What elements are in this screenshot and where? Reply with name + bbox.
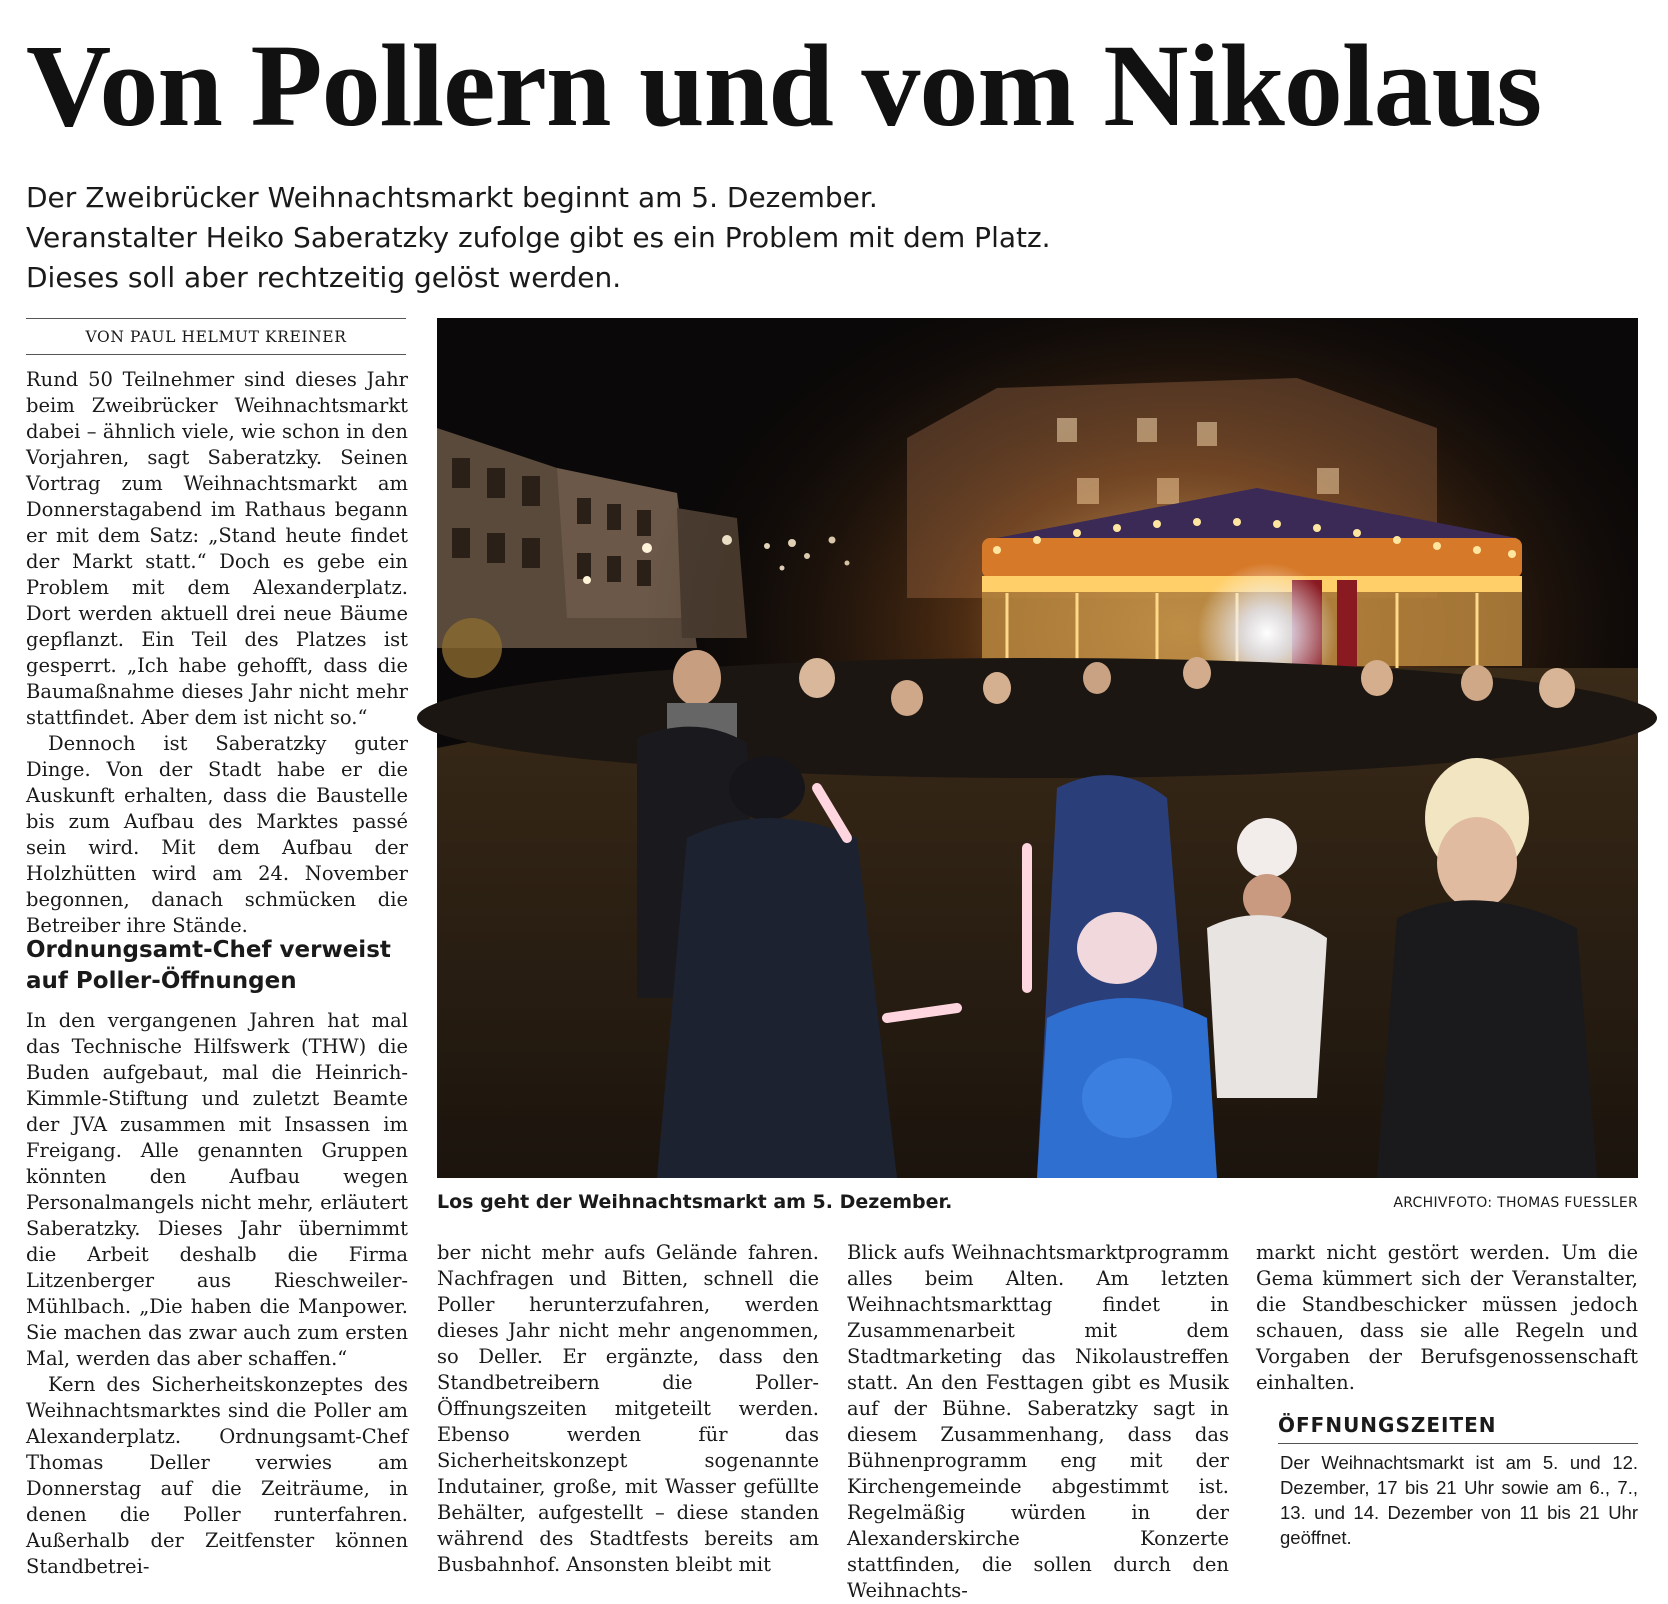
paragraph: Blick aufs Weihnachtsmarktprogramm alles beim Alten. Am letzten Weihnachtsmarkttag findet in Zusammenarbeit mit dem Stadtmarketing das Nikolaustreffen statt. An den Festtagen gibt es Musik auf der Bühne. Saberatzky sagt in diesem Zusammenhang, dass das Bühnenprogramm eng mit der Kirchengemeinde abgestimmt ist. Regelmäßig würden in der Alexanderskirche Konzerte stattfinden, die sollen durch den Weihnachts- [847, 1241, 1229, 1602]
infobox-text: Der Weihnachtsmarkt ist am 5. und 12. Dezember, 17 bis 21 Uhr sowie am 6., 7., 13. und 14. Dezember von 11 bis 21 Uhr geöffnet. [1280, 1452, 1638, 1548]
paragraph: markt nicht gestört werden. Um die Gema kümmert sich der Veranstalter, die Standbeschicker müssen jedoch schauen, dass sie alle Regeln und Vorgaben der Berufsgenossenschaft einhalten. [1256, 1241, 1638, 1394]
section-subheading: Ordnungsamt-Chef verweist auf Poller-Öffnungen [26, 937, 391, 994]
paragraph: Rund 50 Teilnehmer sind dieses Jahr beim Zweibrücker Weihnachtsmarkt dabei – ähnlich viele, wie schon in den Vorjahren, sagt Saberatzky. Seinen Vortrag zum Weihnachtsmarkt am Donnerstagabend im Rathaus begann er mit dem Satz: „Stand heute findet der Markt statt.“ Doch es gebe ein Problem mit dem Alexanderplatz. Dort werden aktuell drei neue Bäume gepflanzt. Ein Teil des Platzes ist gesperrt. „Ich habe gehofft, dass die Baumaßnahme dieses Jahr nicht mehr stattfindet. Aber dem ist nicht so.“ [26, 368, 408, 729]
headline: Von Pollern und vom Nikolaus [26, 20, 1542, 151]
paragraph: Kern des Sicherheitskonzeptes des Weihnachtsmarktes sind die Poller am Alexanderplatz. Ordnungsamt-Chef Thomas Deller verwies am Donnerstag auf die Zeiträume, in denen die Poller runterfahren. Außerhalb der Zeitfenster können Standbetrei- [26, 1373, 408, 1578]
byline: VON PAUL HELMUT KREINER [26, 318, 406, 355]
photo-caption-row [437, 1188, 1638, 1218]
paragraph: ber nicht mehr aufs Gelände fahren. Nachfragen und Bitten, schnell die Poller herunterzufahren, werden dieses Jahr nicht mehr angenommen, so Deller. Er ergänzte, dass den Standbetreibern die Poller-Öffnungszeiten mitgeteilt werden. Ebenso werden für das Sicherheitskonzept sogenannte Indutainer, große, mit Wasser gefüllte Behälter, aufgestellt – diese standen während des Stadtfests bereits am Busbahnhof. Ansonsten bleibt mit [437, 1241, 819, 1576]
photo-credit: ARCHIVFOTO: THOMAS FUESSLER [1393, 1195, 1638, 1211]
column-1-top [26, 367, 408, 937]
subheadline-line: Veranstalter Heiko Saberatzky zufolge gibt es ein Problem mit dem Platz. [26, 221, 1051, 254]
subheadline-line: Der Zweibrücker Weihnachtsmarkt beginnt am 5. Dezember. [26, 181, 878, 214]
christmas-market-photo-illustration [437, 318, 1638, 1178]
article-photo [437, 318, 1638, 1178]
subheadline-line: Dieses soll aber rechtzeitig gelöst werden. [26, 261, 622, 294]
infobox-title: ÖFFNUNGSZEITEN [1278, 1411, 1638, 1444]
photo-caption: Los geht der Weihnachtsmarkt am 5. Dezember. [437, 1191, 953, 1213]
column-3 [847, 1240, 1229, 1602]
column-4 [1256, 1240, 1638, 1395]
column-2 [437, 1240, 819, 1576]
opening-hours-box [1278, 1411, 1638, 1550]
subheadline [26, 178, 1126, 298]
paragraph: Dennoch ist Saberatzky guter Dinge. Von der Stadt habe er die Auskunft erhalten, dass die Baustelle bis zum Aufbau des Marktes passé sein wird. Mit dem Aufbau der Holzhütten wird am 24. November begonnen, danach schmücken die Betreiber ihre Stände. [26, 732, 408, 937]
paragraph: In den vergangenen Jahren hat mal das Technische Hilfswerk (THW) die Buden aufgebaut, mal die Heinrich-Kimmle-Stiftung und zuletzt Beamte der JVA zusammen mit Insassen im Freigang. Alle genannten Gruppen könnten den Aufbau wegen Personalmangels nicht mehr, erläutert Saberatzky. Dieses Jahr übernimmt die Arbeit deshalb die Firma Litzenberger aus Rieschweiler-Mühlbach. „Die haben die Manpower. Sie machen das zwar auch zum ersten Mal, werden das aber schaffen.“ [26, 1009, 408, 1370]
column-1-bottom [26, 1008, 408, 1578]
